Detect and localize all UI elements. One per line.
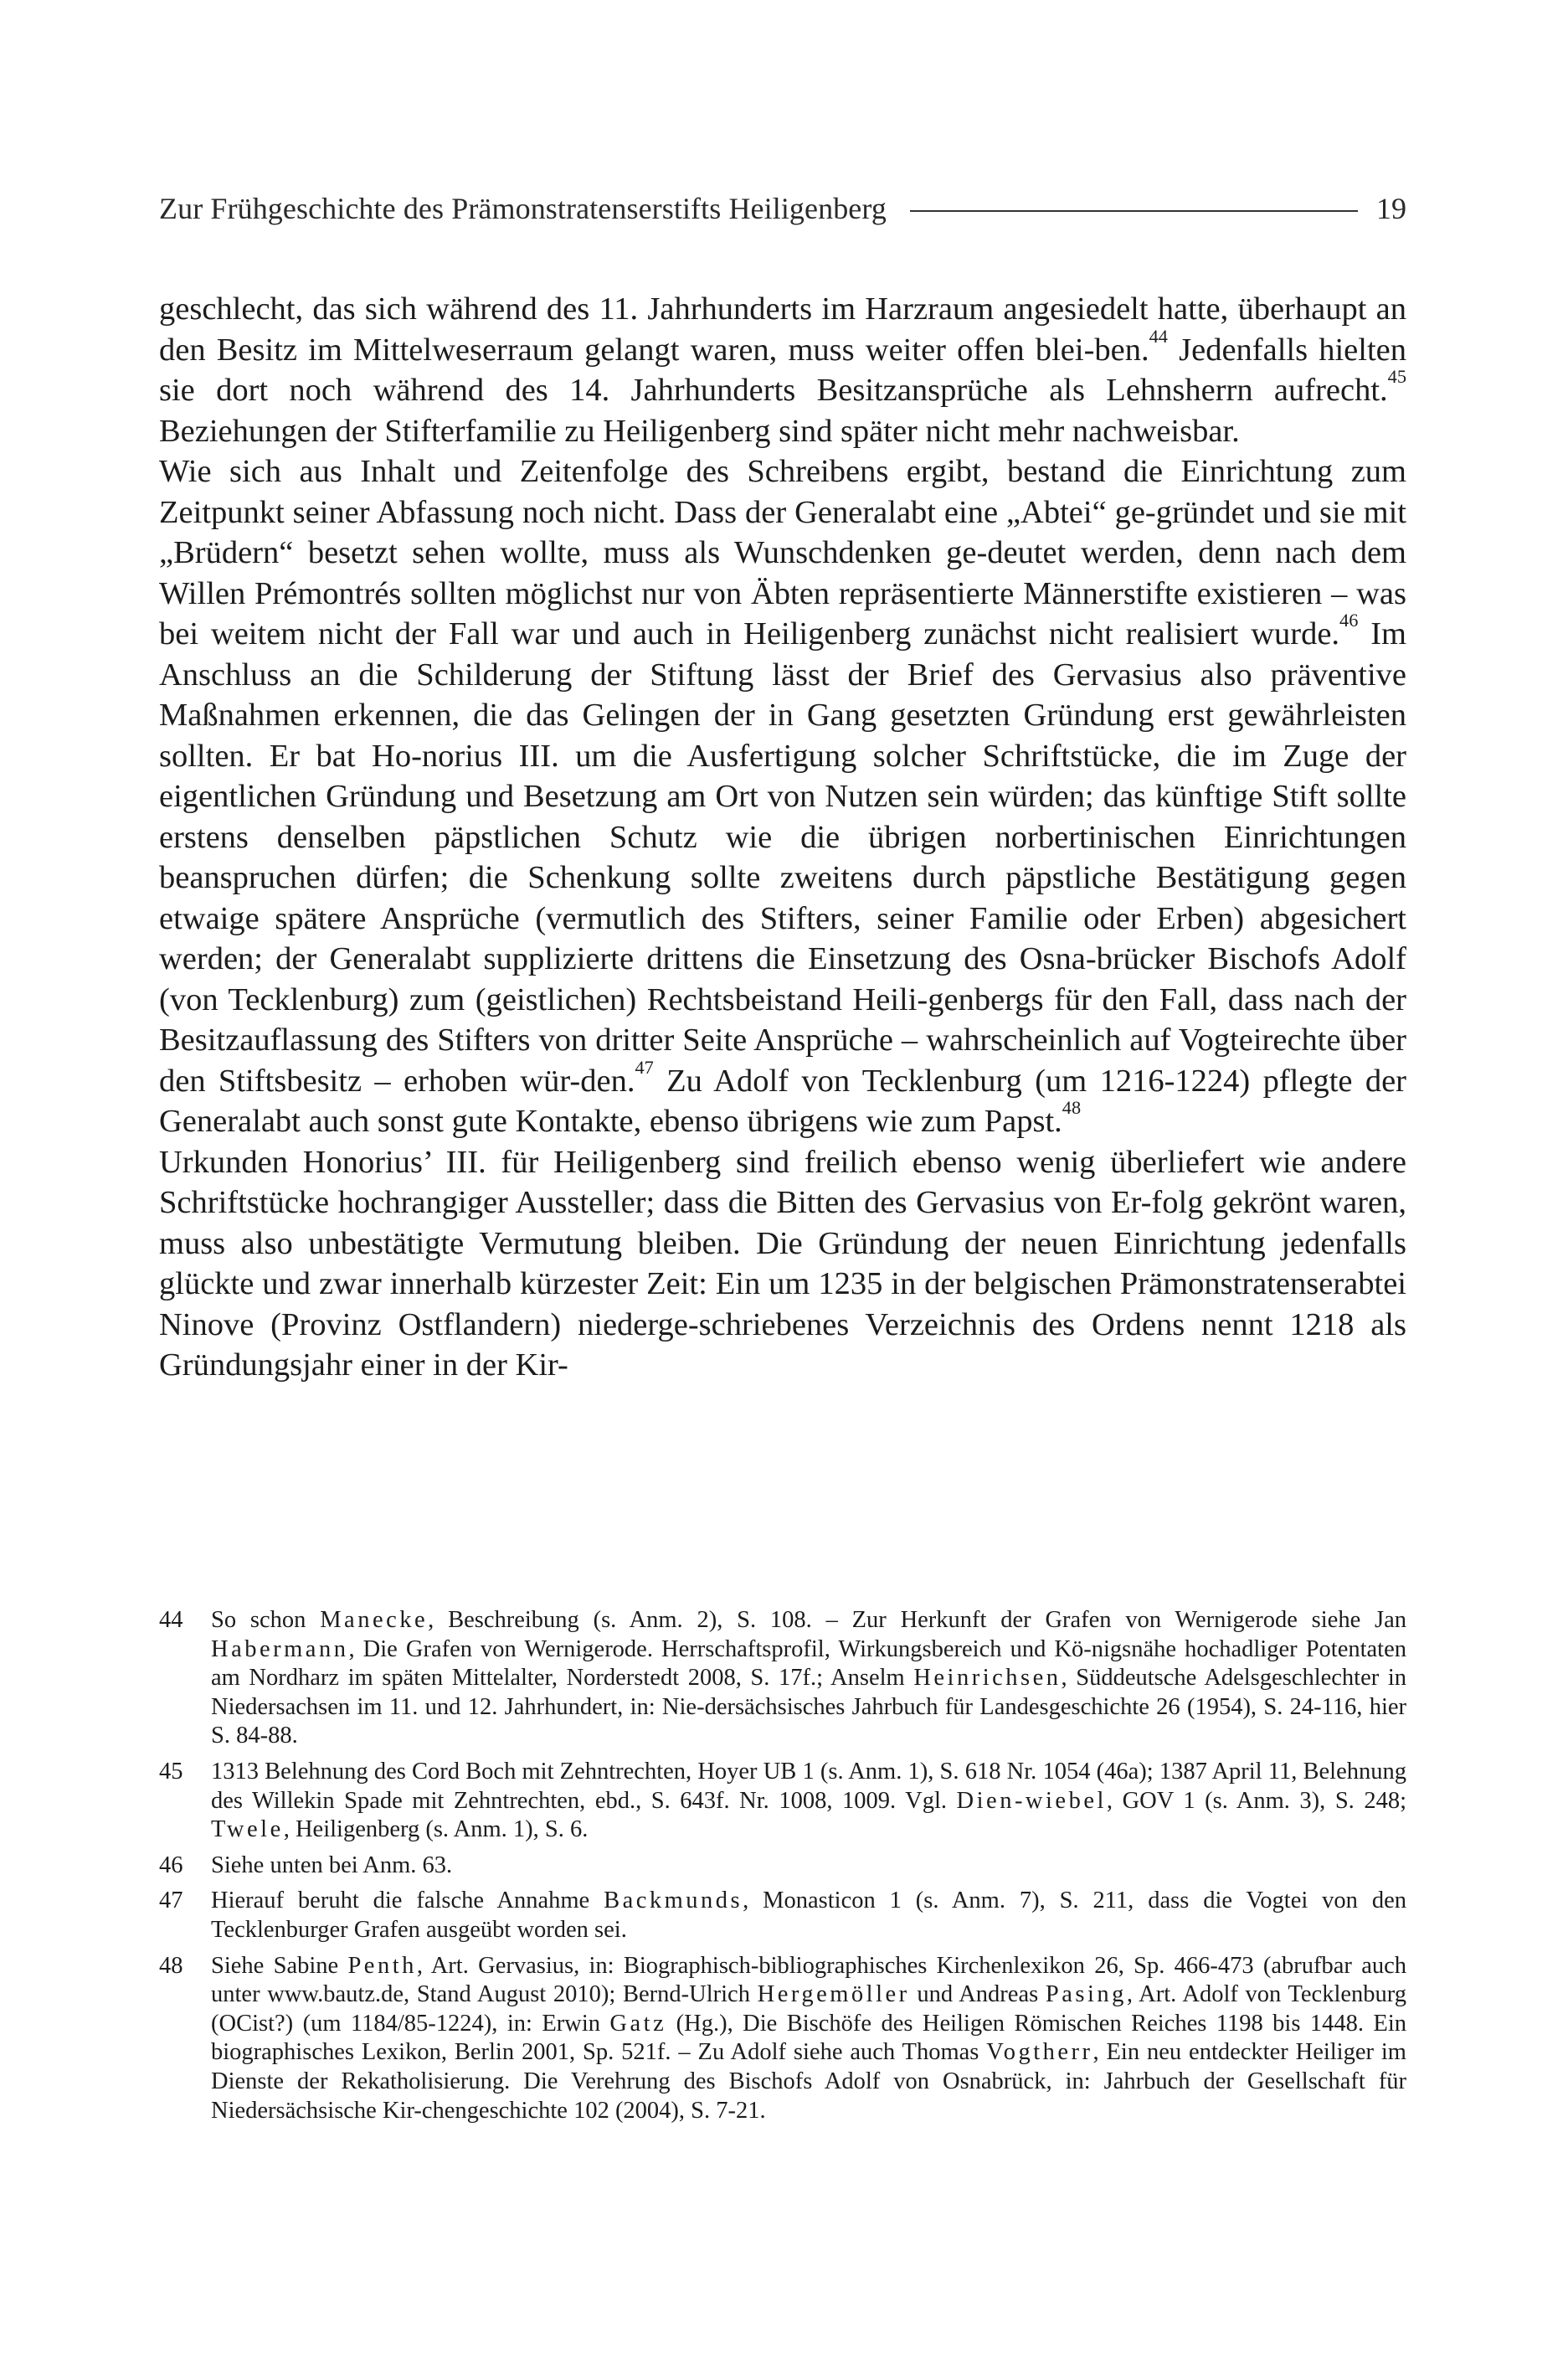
running-header [159,186,1406,231]
text-run: Siehe unten bei Anm. 63. [211,1852,453,1878]
text-run: und Andreas [909,1981,1046,2008]
paragraph-1 [159,289,1406,451]
footnote-48 [159,1952,1406,2126]
author-name: Pasing [1045,1981,1127,2008]
footnote-ref-45: 45 [1387,365,1406,387]
text-run: Beziehungen der Stifterfamilie zu Heiligenberg sind später nicht mehr nachweisbar. [159,413,1240,449]
book-page [159,0,1406,2364]
page-number: 19 [1376,192,1406,225]
footnote-text [211,1952,1406,2126]
footnote-ref-47: 47 [635,1056,654,1078]
text-run: Siehe Sabine [211,1952,348,1979]
author-name: Manecke [320,1607,429,1633]
footnote-47 [159,1887,1406,1944]
footnote-number: 45 [159,1758,183,1785]
author-name: Twele [211,1816,284,1843]
author-name: Vogtherr [986,2039,1093,2066]
text-run: Im Anschluss an die Schilderung der Stiftung lässt der Brief des Gervasius also präventive Maßnahmen erkennen, die das Gelingen der in Gang gesetzten Gründung erst gewährleisten sollten. Er bat Ho-norius III. um die Ausfertigung solcher Schriftstücke, die im Zuge der eigentlichen Gründung und Besetzung am Ort von Nutzen sein würden; das künftige Stift sollte erstens denselben päpstlichen Schutz wie die übrigen norbertinischen Einrichtungen beanspruchen dürfen; die Schenkung sollte zweitens durch päpstliche Bestätigung gegen etwaige spätere Ansprüche (vermutlich des Stifters, seiner Familie oder Erben) abgesichert werden; der Generalabt supplizierte drittens die Einsetzung des Osna-brücker Bischofs Adolf (von Tecklenburg) zum (geistlichen) Rechtsbeistand Heili-genbergs für den Fall, dass nach der Besitzauflassung des Stifters von dritter Seite Ansprüche – wahrscheinlich auf Vogteirechte über den Stiftsbesitz – erhoben wür-den. [159,616,1406,1099]
author-name: Habermann [211,1635,349,1662]
footnote-number: 47 [159,1888,183,1914]
footnote-text [211,1606,1406,1751]
author-name: Hergemöller [757,1981,910,2008]
text-run: Wie sich aus Inhalt und Zeitenfolge des Schreibens ergibt, bestand die Einrichtung zum Zeitpunkt seiner Abfassung noch nicht. Dass der Generalabt eine „Abtei“ ge-gründet und sie mit „Brüdern“ besetzt sehen wollte, muss als Wunschdenken ge-deutet werden, denn nach dem Willen Prémontrés sollten möglichst nur von Äbten repräsentierte Männerstifte existieren – was bei weitem nicht der Fall war und auch in Heiligenberg zunächst nicht realisiert wurde. [159,454,1406,652]
footnote-ref-48: 48 [1062,1096,1082,1118]
text-run: , Monasticon 1 (s. Anm. 7), S. 211, dass die Vogtei von den Tecklenburger Grafen ausgeübt worden sei. [211,1888,1406,1943]
footnote-text [211,1758,1406,1845]
footnote-44 [159,1606,1406,1751]
author-name: Penth [347,1952,417,1979]
footnote-number: 46 [159,1852,183,1878]
text-run: Jedenfalls hielten sie dort noch während des 14. Jahrhunderts Besitzansprüche als Lehnsherrn aufrecht. [159,332,1406,408]
footnote-ref-46: 46 [1339,609,1359,631]
author-name: Backmunds [604,1888,743,1914]
footnote-text [211,1852,1406,1881]
author-name: Dien-wiebel [956,1787,1107,1814]
text-run: 1313 Belehnung des Cord Boch mit Zehntrechten, Hoyer UB 1 (s. Anm. 1), S. 618 Nr. 1054 (46a); 1387 April 11, Belehnung des Willekin Spade mit Zehntrechten, ebd., S. 643f. Nr. 1008, 1009. Vgl. [211,1758,1406,1814]
footnotes [159,1606,1406,2132]
author-name: Heinrichsen [913,1665,1062,1692]
text-run: , Heiligenberg (s. Anm. 1), S. 6. [283,1816,589,1843]
text-run: , Art. Adolf von Tecklenburg (OCist?) (um 1184/85-1224), in: Erwin [211,1981,1406,2037]
footnote-ref-44: 44 [1149,325,1168,347]
author-name: Gatz [609,2010,667,2037]
header-rule [910,210,1358,212]
paragraph-2 [159,451,1406,1142]
text-run: , Art. Gervasius, in: Biographisch-bibliographisches Kirchenlexikon 26, Sp. 466-473 (abrufbar auch unter www.bautz.de, Stand August 2010); Bernd-Ulrich [211,1952,1406,2008]
text-run: , Die Grafen von Wernigerode. Herrschaftsprofil, Wirkungsbereich und Kö-nigsnähe hochadliger Potentaten am Nordharz im späten Mittelalter, Norderstedt 2008, S. 17f.; Anselm [211,1635,1406,1692]
footnote-number: 48 [159,1952,183,1979]
text-run: Hierauf beruht die falsche Annahme [211,1888,604,1914]
footnote-text [211,1887,1406,1944]
text-run: geschlecht, das sich während des 11. Jahrhunderts im Harzraum angesiedelt hatte, überhaupt an den Besitz im Mittelweserraum gelangt waren, muss weiter offen blei-ben. [159,291,1406,368]
text-run: , Beschreibung (s. Anm. 2), S. 108. – Zur Herkunft der Grafen von Wernigerode siehe Jan [428,1607,1407,1633]
footnote-number: 44 [159,1607,183,1633]
text-run: , Süddeutsche Adelsgeschlechter in Niedersachsen im 11. und 12. Jahrhundert, in: Nie-dersächsisches Jahrbuch für Landesgeschichte 26 (1954), S. 24-116, hier S. 84-88. [211,1665,1406,1749]
main-text [159,289,1406,1386]
running-title: Zur Frühgeschichte des Prämonstratenserstifts Heiligenberg [159,192,887,225]
text-run: , Ein neu entdeckter Heiliger im Dienste der Rekatholisierung. Die Verehrung des Bischofs Adolf von Osnabrück, in: Jahrbuch der Gesellschaft für Niedersächsische Kir-chengeschichte 102 (2004), S. 7-21. [211,2039,1406,2124]
text-run: , GOV 1 (s. Anm. 3), S. 248; [1106,1787,1407,1814]
footnote-45 [159,1758,1406,1845]
text-run: Zu Adolf von Tecklenburg (um 1216-1224) pflegte der Generalabt auch sonst gute Kontakte, ebenso übrigens wie zum Papst. [159,1063,1406,1139]
text-run: (Hg.), Die Bischöfe des Heiligen Römischen Reiches 1198 bis 1448. Ein biographisches Lexikon, Berlin 2001, Sp. 521f. – Zu Adolf siehe auch Thomas [211,2010,1406,2066]
text-run: So schon [211,1607,321,1633]
footnote-46 [159,1852,1406,1881]
paragraph-3: Urkunden Honorius’ III. für Heiligenberg sind freilich ebenso wenig überliefert wie andere Schriftstücke hochrangiger Aussteller; dass die Bitten des Gervasius von Er-folg gekrönt waren, muss also unbestätigte Vermutung bleiben. Die Gründung der neuen Einrichtung jedenfalls glückte und zwar innerhalb kürzester Zeit: Ein um 1235 in der belgischen Prämonstratenserabtei Ninove (Provinz Ostflandern) niederge-schriebenes Verzeichnis des Ordens nennt 1218 als Gründungsjahr einer in der Kir- [159,1144,1406,1383]
